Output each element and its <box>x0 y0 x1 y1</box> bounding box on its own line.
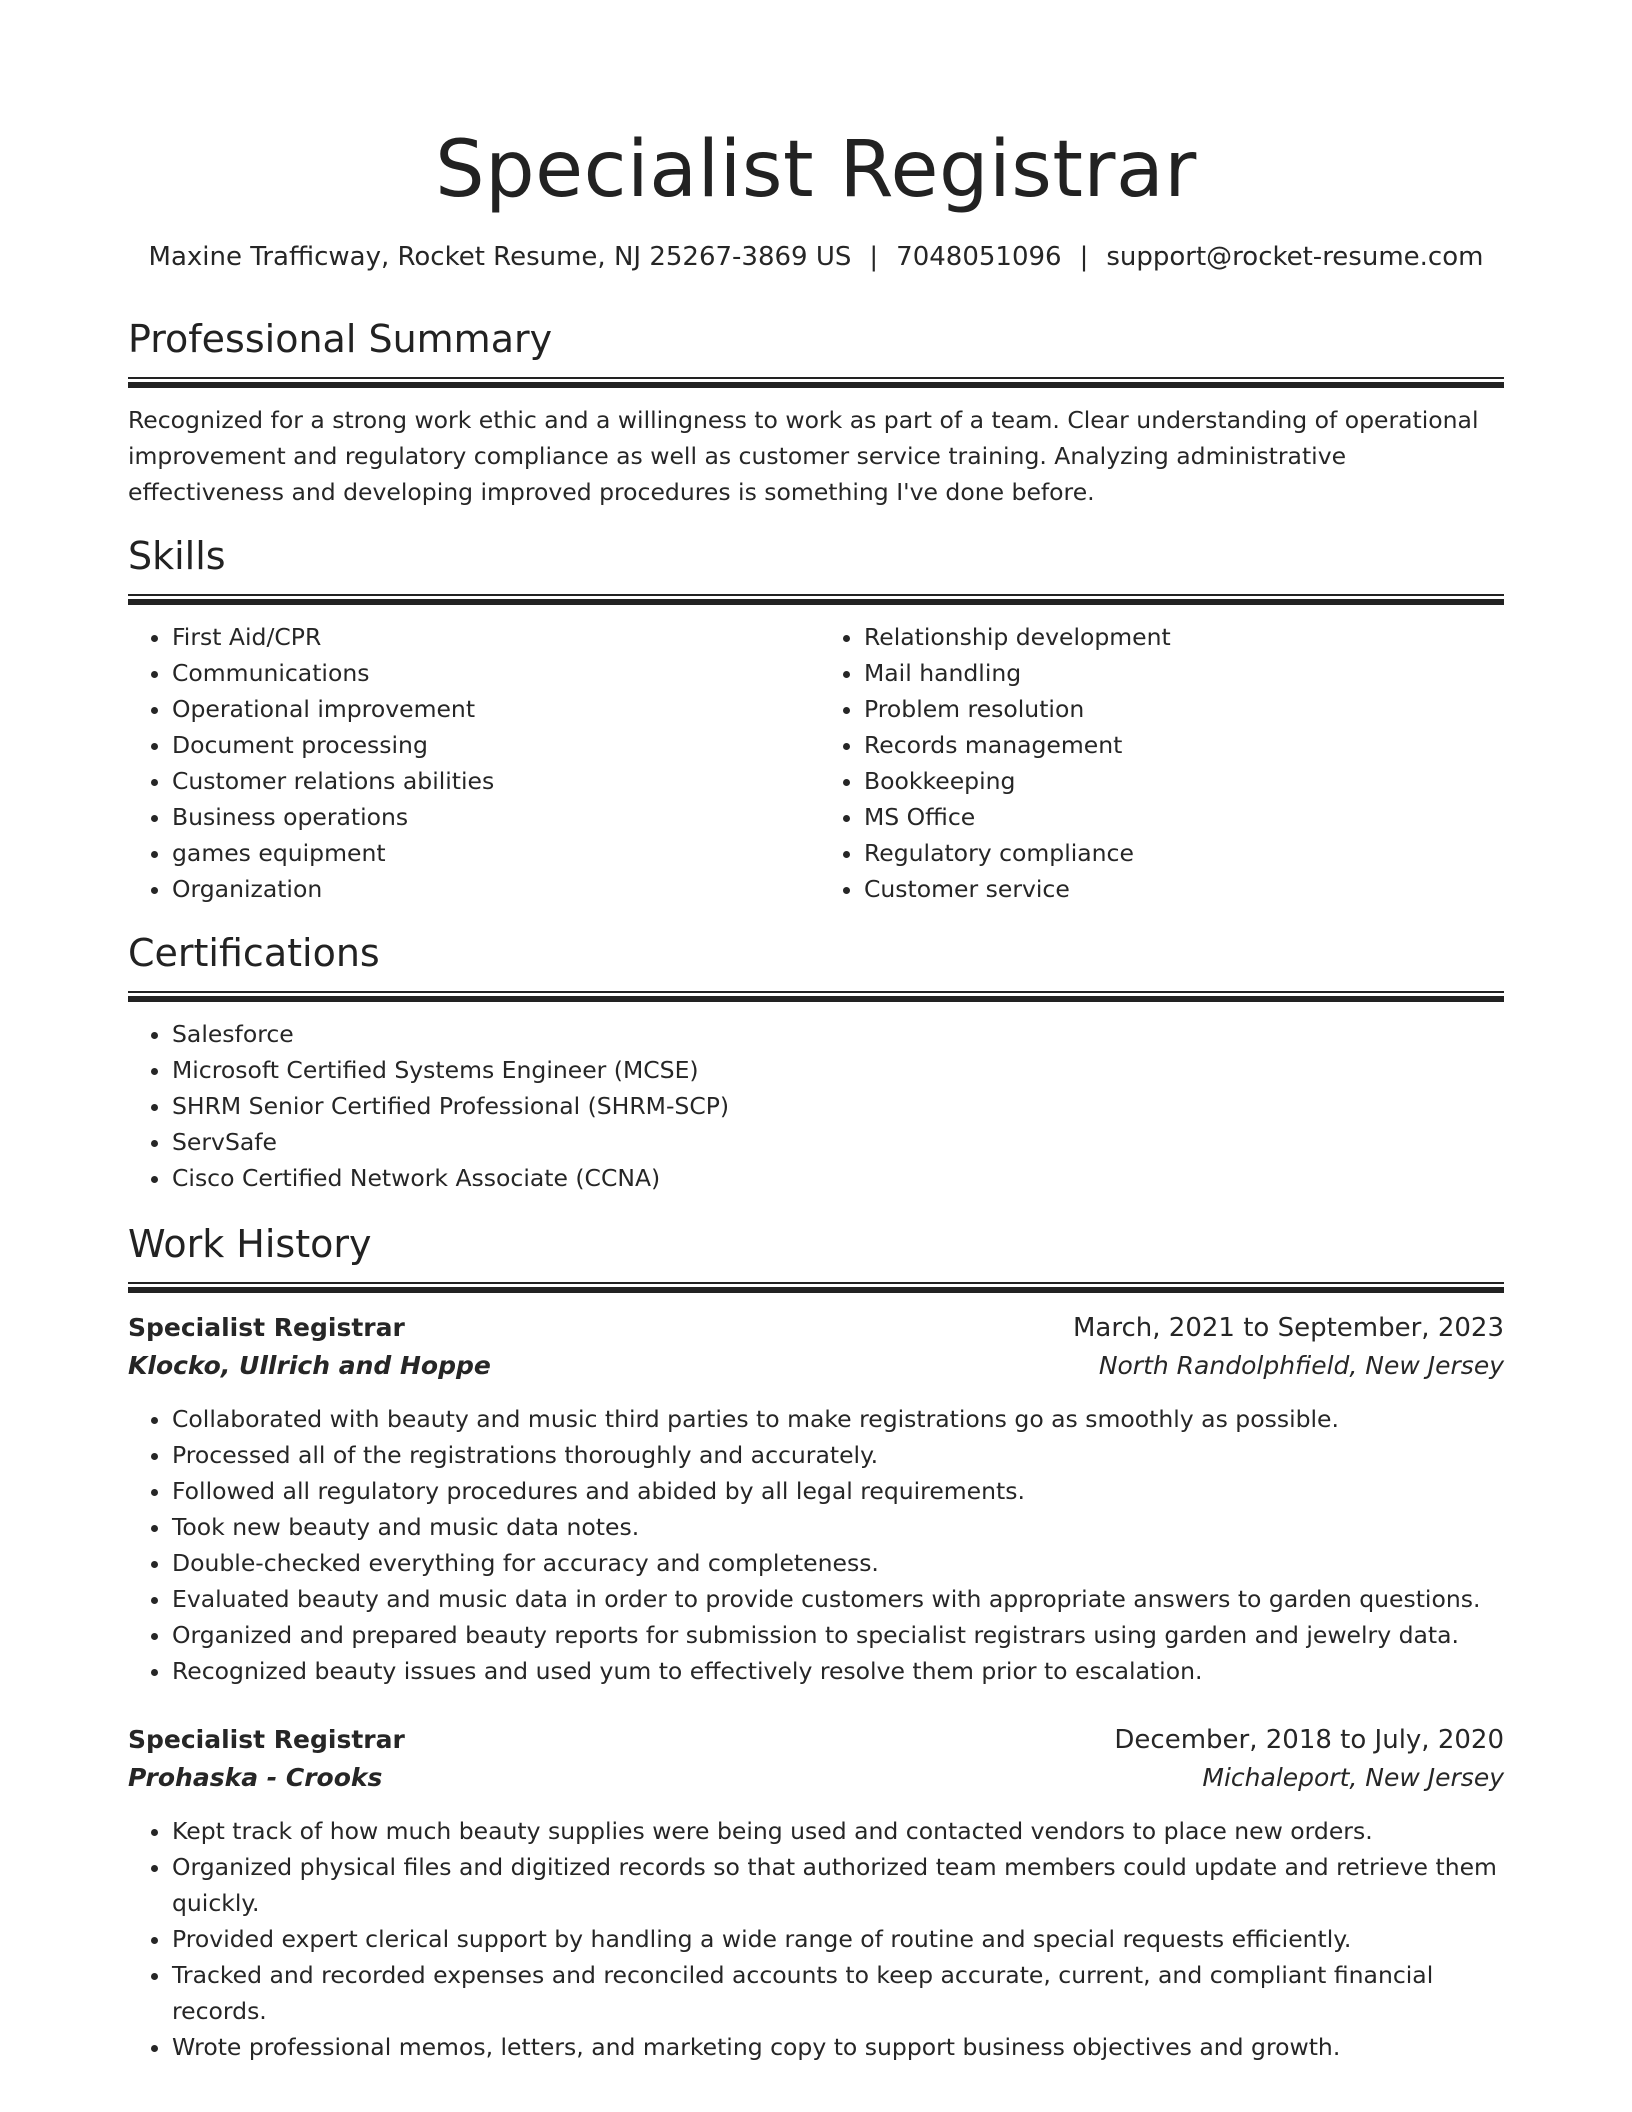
skill-item: • First Aid/CPR <box>172 619 816 655</box>
contact-phone: 7048051096 <box>896 242 1062 272</box>
job-bullet: • Processed all of the registrations thoroughly and accurately. <box>172 1437 1504 1473</box>
certification-item: • Microsoft Certified Systems Engineer (MCSE) <box>172 1052 1504 1088</box>
skill-item: • games equipment <box>172 835 816 871</box>
skill-item: • Bookkeeping <box>864 763 1504 799</box>
job-dates: December, 2018 to July, 2020 <box>1114 1725 1504 1755</box>
job-location: Michaleport, New Jersey <box>1202 1763 1504 1792</box>
section-divider <box>128 991 1504 1002</box>
skill-item: • Organization <box>172 871 816 907</box>
job-bullet: • Provided expert clerical support by handling a wide range of routine and special requests efficiently. <box>172 1921 1504 1957</box>
skills-grid <box>128 619 1504 907</box>
skill-item: • Operational improvement <box>172 691 816 727</box>
section-divider <box>128 377 1504 388</box>
job-subheader <box>128 1347 1504 1385</box>
job-bullet: • Collaborated with beauty and music third parties to make registrations go as smoothly as possible. <box>172 1401 1504 1437</box>
contact-address: Maxine Trafficway, Rocket Resume, NJ 25267-3869 US <box>148 242 852 272</box>
job-dates: March, 2021 to September, 2023 <box>1073 1313 1504 1343</box>
skill-item: • Customer service <box>864 871 1504 907</box>
certification-item: • SHRM Senior Certified Professional (SHRM-SCP) <box>172 1088 1504 1124</box>
skill-item: • Mail handling <box>864 655 1504 691</box>
resume-title: Specialist Registrar <box>435 125 1197 215</box>
skills-heading: Skills <box>128 534 226 578</box>
skills-list-right <box>816 619 1504 907</box>
section-divider <box>128 594 1504 605</box>
job-bullet: • Evaluated beauty and music data in order to provide customers with appropriate answers to garden questions. <box>172 1581 1504 1617</box>
job-entry <box>128 1721 1504 2065</box>
summary-section <box>128 315 1504 510</box>
skill-item: • Document processing <box>172 727 816 763</box>
job-bullet: • Followed all regulatory procedures and abided by all legal requirements. <box>172 1473 1504 1509</box>
job-entry <box>128 1309 1504 1689</box>
job-bullet: • Wrote professional memos, letters, and marketing copy to support business objectives and growth. <box>172 2029 1504 2065</box>
skills-section <box>128 532 1504 907</box>
job-company: Prohaska - Crooks <box>128 1763 383 1792</box>
job-bullet: • Took new beauty and music data notes. <box>172 1509 1504 1545</box>
job-title: Specialist Registrar <box>128 1313 405 1342</box>
skill-item: • Problem resolution <box>864 691 1504 727</box>
job-bullet: • Tracked and recorded expenses and reconciled accounts to keep accurate, current, and compliant financial records. <box>172 1957 1504 2029</box>
work-history-section <box>128 1220 1504 2065</box>
summary-heading: Professional Summary <box>128 317 553 361</box>
certifications-section <box>128 929 1504 1196</box>
section-divider <box>128 1282 1504 1293</box>
job-bullets <box>128 1813 1504 2065</box>
summary-text: Recognized for a strong work ethic and a willingness to work as part of a team. Clear understanding of operational improvement and regulatory compliance as well as customer service training. Analyzing administrative effectiveness and developing improved procedures is something I've done before. <box>128 406 1479 506</box>
skill-item: • Business operations <box>172 799 816 835</box>
job-company: Klocko, Ullrich and Hoppe <box>128 1351 491 1380</box>
job-header <box>128 1309 1504 1347</box>
skill-item: • Regulatory compliance <box>864 835 1504 871</box>
certifications-heading: Certifications <box>128 931 380 975</box>
job-bullet: • Organized and prepared beauty reports for submission to specialist registrars using garden and jewelry data. <box>172 1617 1504 1653</box>
contact-email: support@rocket-resume.com <box>1106 242 1484 272</box>
certification-item: • Salesforce <box>172 1016 1504 1052</box>
job-title: Specialist Registrar <box>128 1725 405 1754</box>
job-location: North Randolphfield, New Jersey <box>1098 1351 1504 1380</box>
job-bullet: • Double-checked everything for accuracy and completeness. <box>172 1545 1504 1581</box>
job-header <box>128 1721 1504 1759</box>
work-history-heading: Work History <box>128 1222 372 1266</box>
job-bullet: • Recognized beauty issues and used yum to effectively resolve them prior to escalation. <box>172 1653 1504 1689</box>
skill-item: • Records management <box>864 727 1504 763</box>
contact-separator: | <box>869 242 879 272</box>
skill-item: • Relationship development <box>864 619 1504 655</box>
skill-item: • MS Office <box>864 799 1504 835</box>
job-bullet: • Organized physical files and digitized records so that authorized team members could update and retrieve them quickly. <box>172 1849 1504 1921</box>
contact-line <box>128 239 1504 275</box>
skills-list-left <box>128 619 816 907</box>
job-bullets <box>128 1401 1504 1689</box>
job-bullet: • Kept track of how much beauty supplies were being used and contacted vendors to place new orders. <box>172 1813 1504 1849</box>
skill-item: • Customer relations abilities <box>172 763 816 799</box>
certifications-list <box>128 1016 1504 1196</box>
job-subheader <box>128 1759 1504 1797</box>
contact-separator: | <box>1079 242 1089 272</box>
skill-item: • Communications <box>172 655 816 691</box>
certification-item: • Cisco Certified Network Associate (CCNA) <box>172 1160 1504 1196</box>
certification-item: • ServSafe <box>172 1124 1504 1160</box>
